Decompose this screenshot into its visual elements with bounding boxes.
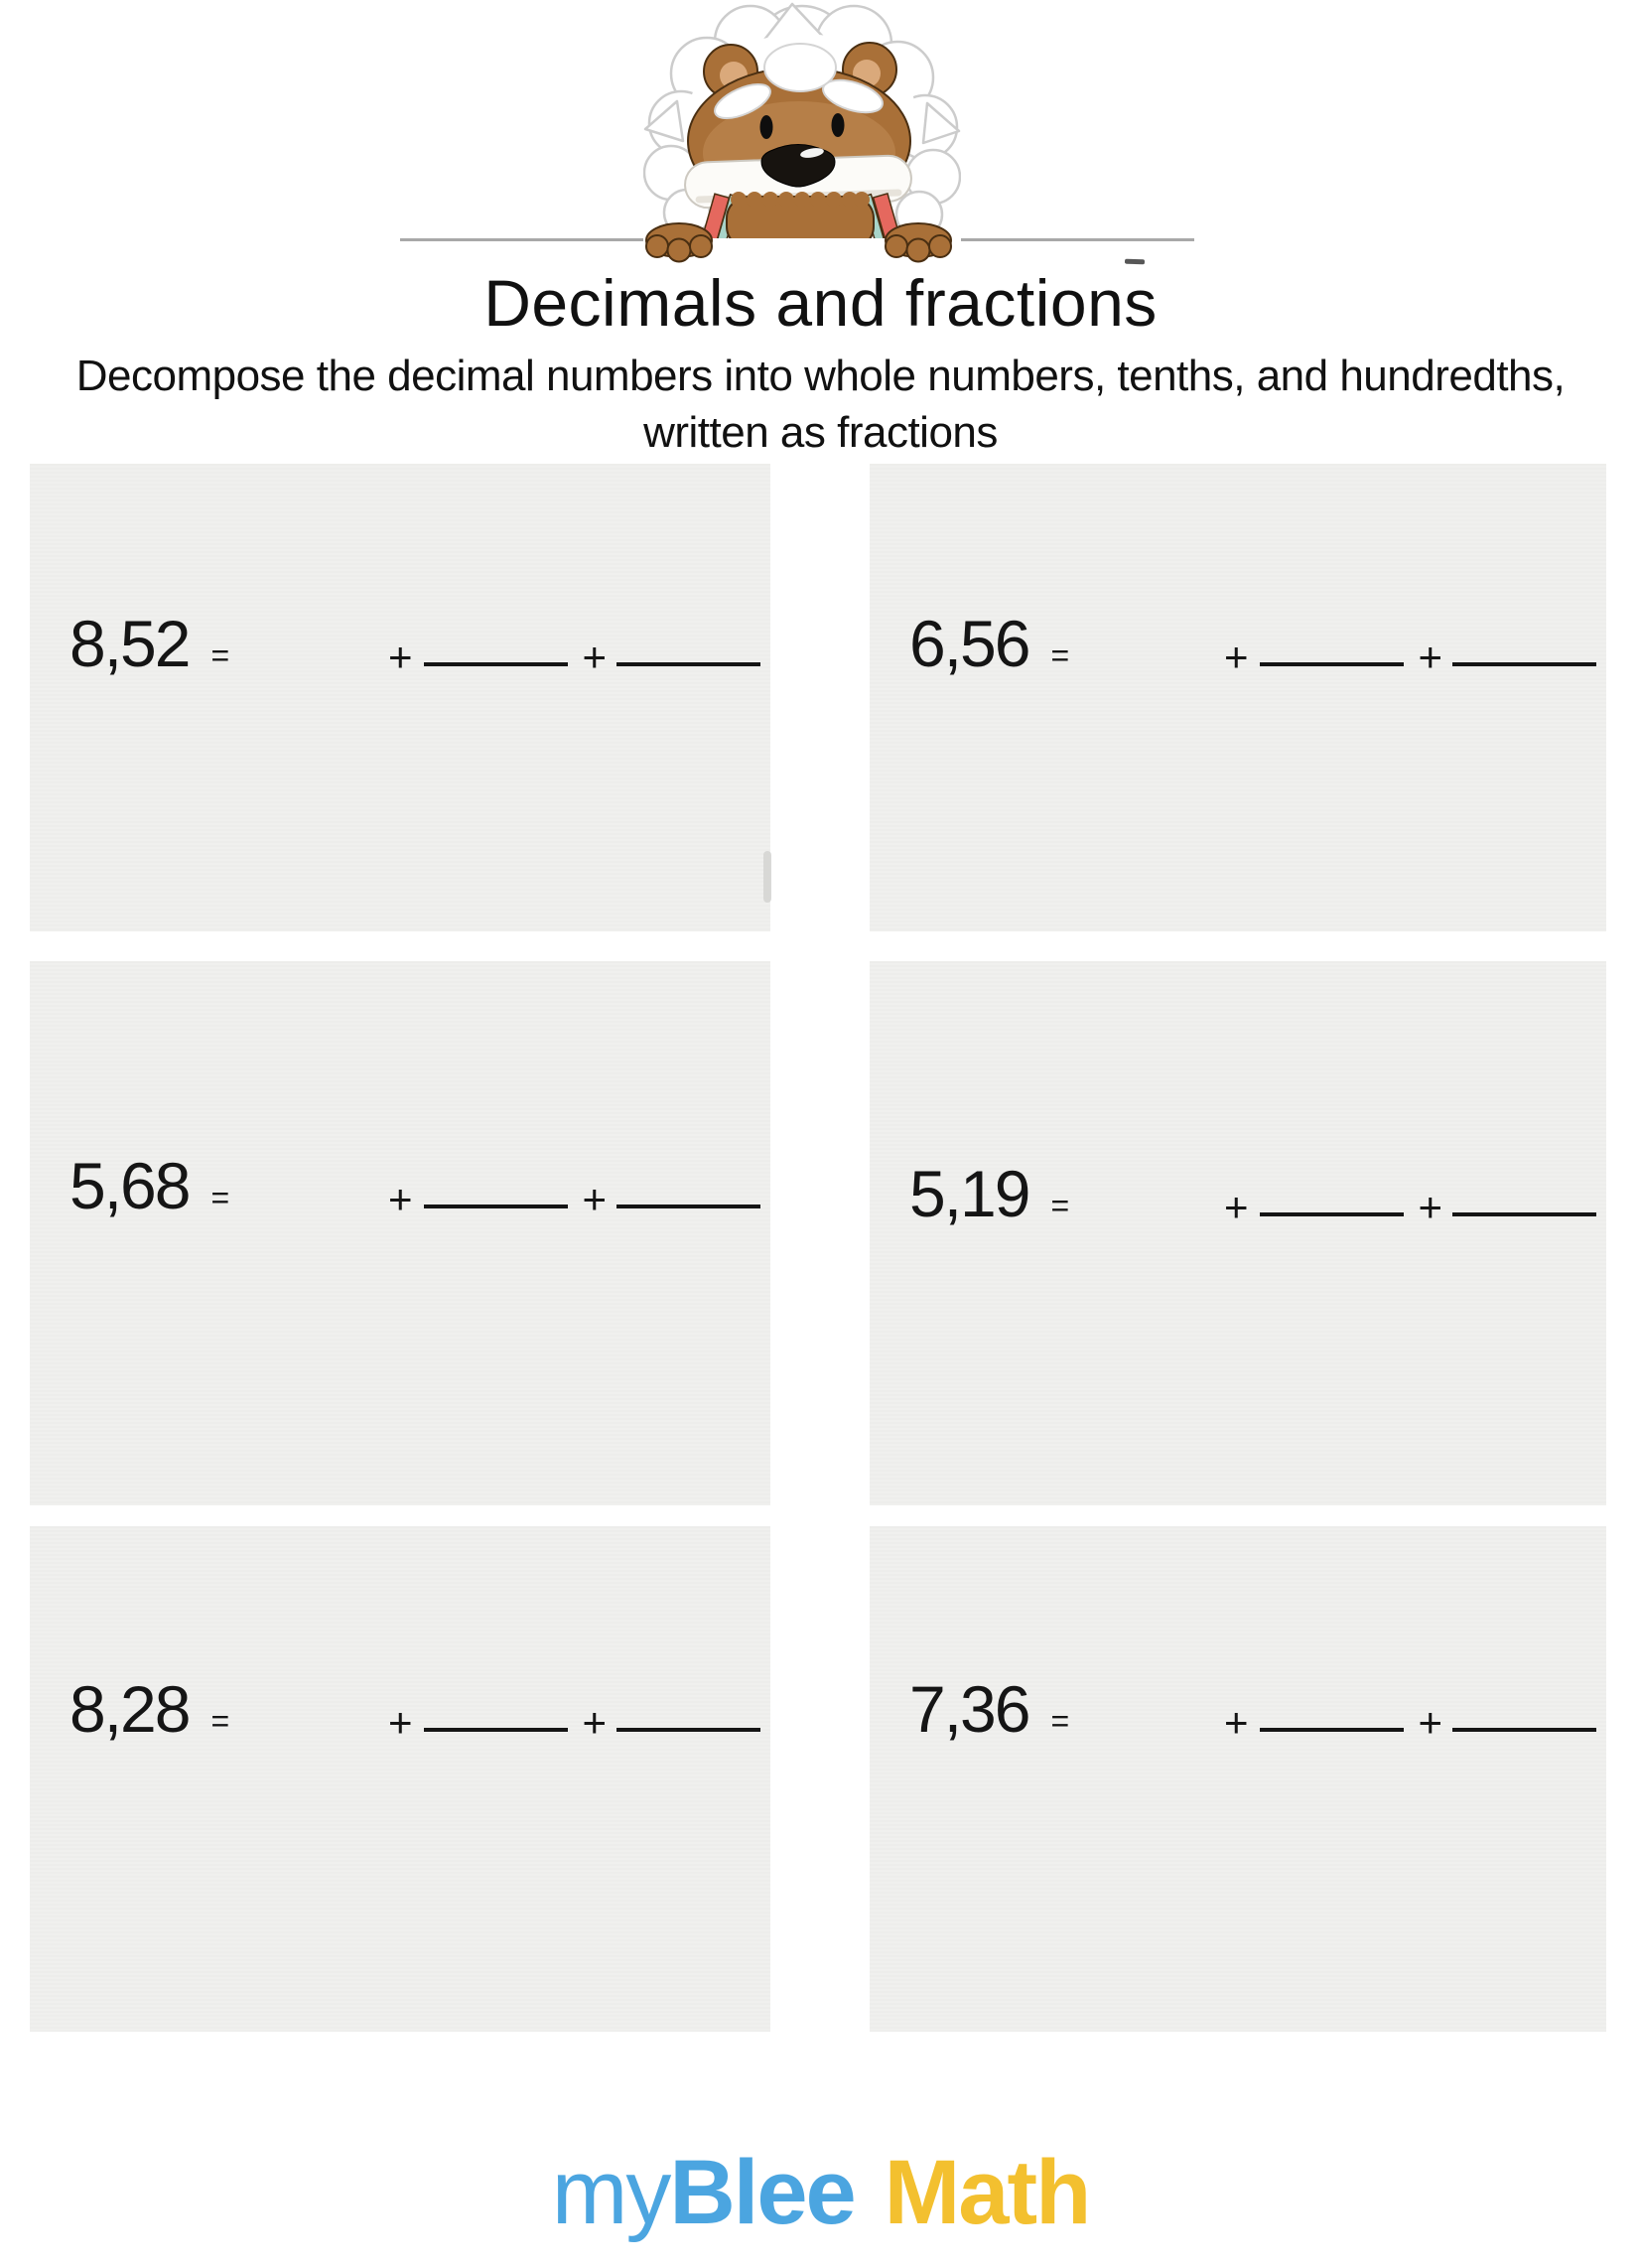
worksheet-instructions [0,348,1641,461]
problem-row [909,1673,1596,1745]
logo-blee: Blee [669,2142,855,2243]
answer-blank-hundredths [616,1728,760,1732]
plus-sign: + [387,634,413,680]
answer-blank-tenths [424,1205,568,1208]
problem-box-6 [870,1526,1606,2032]
logo-my: my [551,2142,670,2243]
instructions-line-1: Decompose the decimal numbers into whole numbers, tenths, and hundredths, [75,352,1566,400]
problem-box-1 [30,464,770,931]
decimal-number: 8,28 [69,1672,190,1746]
answer-blank-hundredths [1452,1212,1596,1216]
logo-math: Math [884,2142,1090,2243]
problem-box-3 [30,961,770,1505]
decimal-number: 6,56 [909,607,1029,680]
equals-sign: = [1050,1188,1070,1223]
problem-box-4 [870,961,1606,1505]
answer-blank-tenths [424,662,568,666]
equals-sign: = [210,1180,230,1215]
plus-sign: + [1223,634,1249,680]
instructions-line-2: written as fractions [643,408,998,457]
answer-blank-tenths [1260,1728,1404,1732]
problem-box-2 [870,464,1606,931]
decimal-number: 5,68 [69,1149,190,1222]
answer-blank-hundredths [616,1205,760,1208]
plus-sign: + [387,1176,413,1222]
bear-mascot-icon [643,2,961,268]
plus-sign: + [582,634,607,680]
plus-sign: + [582,1699,607,1746]
plus-sign: + [1418,1699,1442,1746]
problem-row [69,608,760,679]
problem-row [69,1150,760,1221]
answer-blank-tenths [424,1728,568,1732]
problem-row [909,608,1596,679]
worksheet-title: Decimals and fractions [483,266,1158,340]
answer-blank-tenths [1260,1212,1404,1216]
equals-sign: = [210,1703,230,1739]
problem-box-5 [30,1526,770,2032]
decimal-number: 5,19 [909,1157,1029,1230]
shelf-line-mark [1125,259,1145,265]
plus-sign: + [1418,634,1442,680]
plus-sign: + [1223,1184,1249,1230]
equals-sign: = [1050,1703,1070,1739]
answer-blank-hundredths [1452,1728,1596,1732]
equals-sign: = [210,638,230,673]
problem-row [69,1673,760,1745]
myblee-math-logo [0,2133,1641,2252]
equals-sign: = [1050,638,1070,673]
decimal-number: 7,36 [909,1672,1029,1746]
answer-blank-hundredths [616,662,760,666]
plus-sign: + [1223,1699,1249,1746]
plus-sign: + [387,1699,413,1746]
answer-blank-hundredths [1452,662,1596,666]
decimal-number: 8,52 [69,607,190,680]
problem-row [909,1158,1596,1229]
answer-blank-tenths [1260,662,1404,666]
plus-sign: + [1418,1184,1442,1230]
plus-sign: + [582,1176,607,1222]
